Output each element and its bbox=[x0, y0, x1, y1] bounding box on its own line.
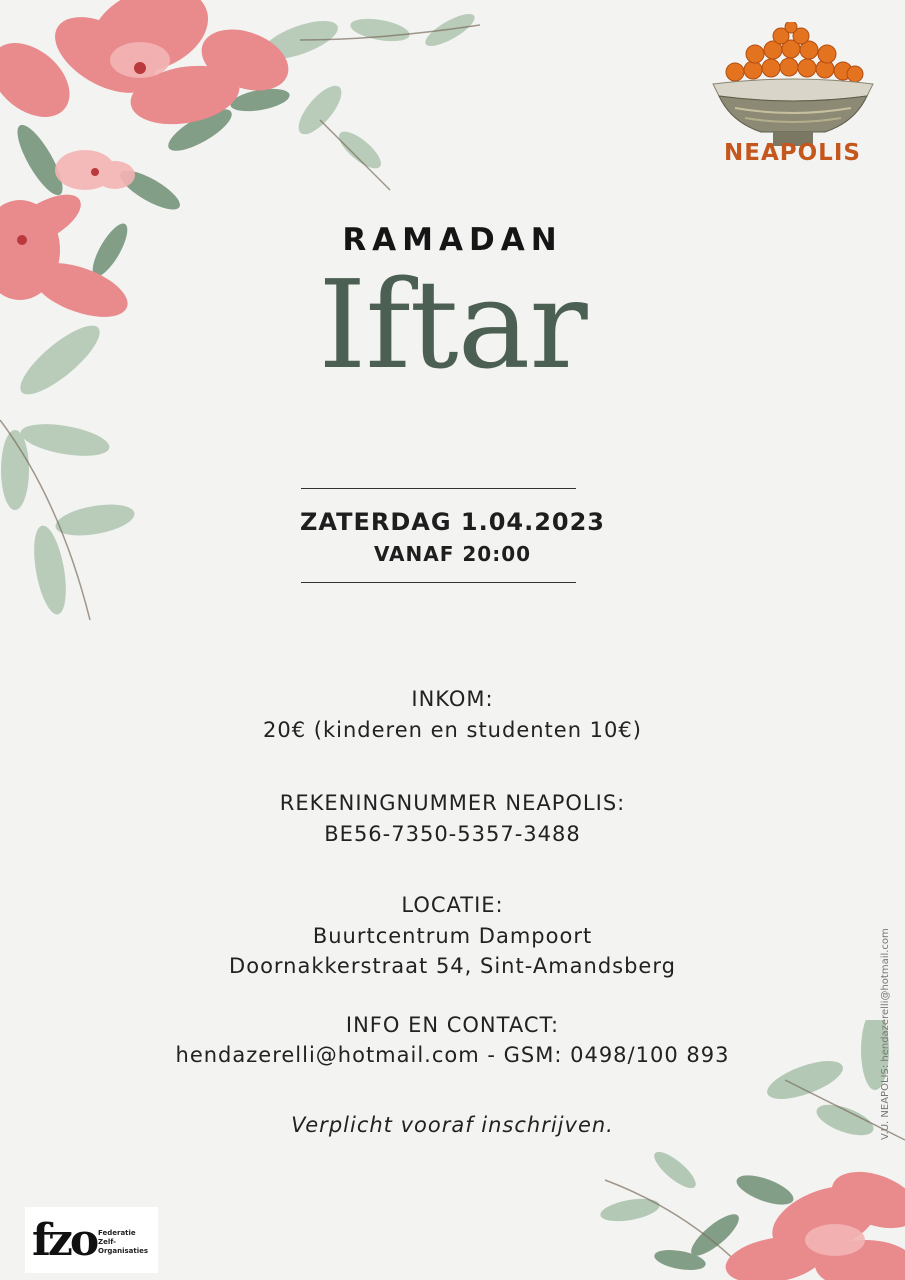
location-label: LOCATIE: bbox=[401, 893, 504, 917]
entry-label: INKOM: bbox=[411, 687, 494, 711]
event-date: ZATERDAG 1.04.2023 bbox=[299, 508, 606, 536]
account-number: BE56-7350-5357-3488 bbox=[324, 822, 581, 846]
neapolis-logo-text: NEAPOLIS bbox=[724, 140, 861, 166]
fzo-subtitle-line: Organisaties bbox=[98, 1247, 149, 1255]
fzo-logo bbox=[25, 1207, 158, 1273]
location-name: Buurtcentrum Dampoort bbox=[312, 924, 593, 948]
divider-bottom bbox=[301, 582, 576, 583]
event-time: VANAF 20:00 bbox=[373, 542, 532, 566]
entry-price: 20€ (kinderen en studenten 10€) bbox=[263, 718, 642, 742]
event-kicker: RAMADAN bbox=[342, 222, 563, 258]
fzo-subtitle-line: Federatie bbox=[98, 1229, 136, 1237]
event-title: Iftar bbox=[318, 254, 587, 396]
fzo-logo-subtitle bbox=[98, 1229, 158, 1256]
fzo-logo-mark: fzo bbox=[32, 1215, 97, 1266]
registration-note: Verplicht vooraf inschrijven. bbox=[291, 1113, 614, 1137]
contact-label: INFO EN CONTACT: bbox=[345, 1013, 560, 1037]
publisher-credit: V.U. NEAPOLIS: hendazerelli@hotmail.com bbox=[880, 928, 891, 1140]
fzo-subtitle-line: Zelf- bbox=[98, 1238, 117, 1246]
divider-top bbox=[301, 488, 576, 489]
contact-details: hendazerelli@hotmail.com - GSM: 0498/100 893 bbox=[175, 1043, 730, 1067]
location-address: Doornakkerstraat 54, Sint-Amandsberg bbox=[229, 954, 676, 978]
account-label: REKENINGNUMMER NEAPOLIS: bbox=[279, 791, 626, 815]
